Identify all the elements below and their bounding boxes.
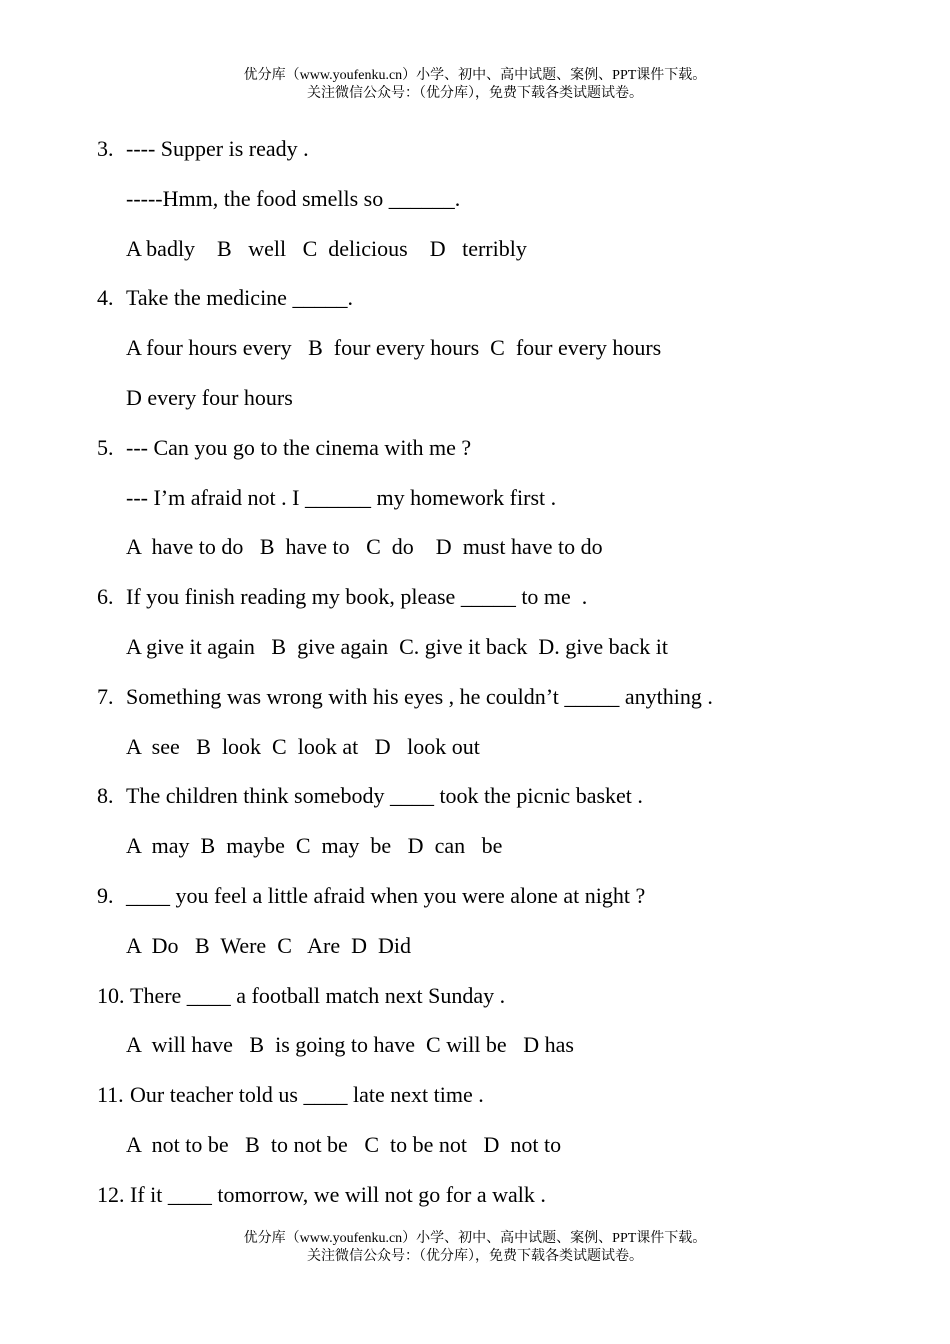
question-list — [97, 133, 897, 1229]
question-text: If it ____ tomorrow, we will not go for a walk . — [130, 1181, 546, 1207]
question-5-options: A have to do B have to C do D must have to do — [126, 534, 603, 560]
page-header — [0, 67, 950, 103]
footer-line-1: 优分库（www.youfenku.cn）小学、初中、高中试题、案例、PPT课件下载。 — [243, 1231, 707, 1246]
question-number: 6. — [97, 584, 114, 610]
header-line-2: 关注微信公众号：（优分库），免费下载各类试题试卷。 — [307, 86, 643, 101]
question-number: 9. — [97, 882, 114, 908]
question-4-options-cont: D every four hours — [126, 384, 293, 410]
question-number: 10. — [97, 982, 125, 1008]
question-8-options: A may B maybe C may be D can be — [126, 833, 503, 859]
question-text: ____ you feel a little afraid when you were alone at night ? — [126, 882, 646, 908]
question-number: 5. — [97, 434, 114, 460]
header-line-1: 优分库（www.youfenku.cn）小学、初中、高中试题、案例、PPT课件下载。 — [243, 68, 707, 83]
question-4-options: A four hours every B four every hours C four every hours — [126, 335, 662, 361]
question-3 — [97, 133, 897, 183]
question-text: There ____ a football match next Sunday . — [130, 982, 506, 1008]
question-text: Something was wrong with his eyes , he couldn’t _____ anything . — [126, 683, 713, 709]
question-text: Take the medicine _____. — [126, 285, 353, 311]
question-5-line-2: --- I’m afraid not . I ______ my homework first . — [126, 484, 557, 510]
question-11-options: A not to be B to not be C to be not D not to — [126, 1131, 562, 1157]
question-number: 8. — [97, 783, 114, 809]
question-9-options: A Do B Were C Are D Did — [126, 932, 412, 958]
question-text: --- Can you go to the cinema with me ? — [126, 434, 472, 460]
question-text: If you finish reading my book, please _____ to me . — [126, 584, 588, 610]
question-7-options: A see B look C look at D look out — [126, 733, 480, 759]
question-6-options: A give it again B give again C. give it back D. give back it — [126, 633, 668, 659]
question-number: 3. — [97, 136, 114, 161]
question-text: Our teacher told us ____ late next time . — [130, 1082, 484, 1108]
question-10 — [97, 980, 897, 1030]
question-number: 12. — [97, 1181, 125, 1207]
footer-line-2: 关注微信公众号：（优分库），免费下载各类试题试卷。 — [307, 1249, 643, 1264]
question-8 — [97, 780, 897, 830]
question-9 — [97, 880, 897, 930]
question-number: 7. — [97, 683, 114, 709]
question-text: The children think somebody ____ took the picnic basket . — [126, 783, 643, 809]
question-number: 4. — [97, 285, 114, 311]
question-text: ---- Supper is ready . — [126, 136, 309, 161]
question-12 — [97, 1179, 897, 1229]
question-6 — [97, 581, 897, 631]
question-3-options: A badly B well C delicious D terribly — [126, 235, 527, 261]
question-11 — [97, 1079, 897, 1129]
page-footer — [0, 1230, 950, 1266]
question-7 — [97, 681, 897, 731]
question-3-line-2: -----Hmm, the food smells so ______. — [126, 185, 461, 211]
question-4 — [97, 282, 897, 332]
question-5 — [97, 432, 897, 482]
question-number: 11. — [97, 1082, 124, 1108]
question-10-options: A will have B is going to have C will be D has — [126, 1032, 574, 1058]
